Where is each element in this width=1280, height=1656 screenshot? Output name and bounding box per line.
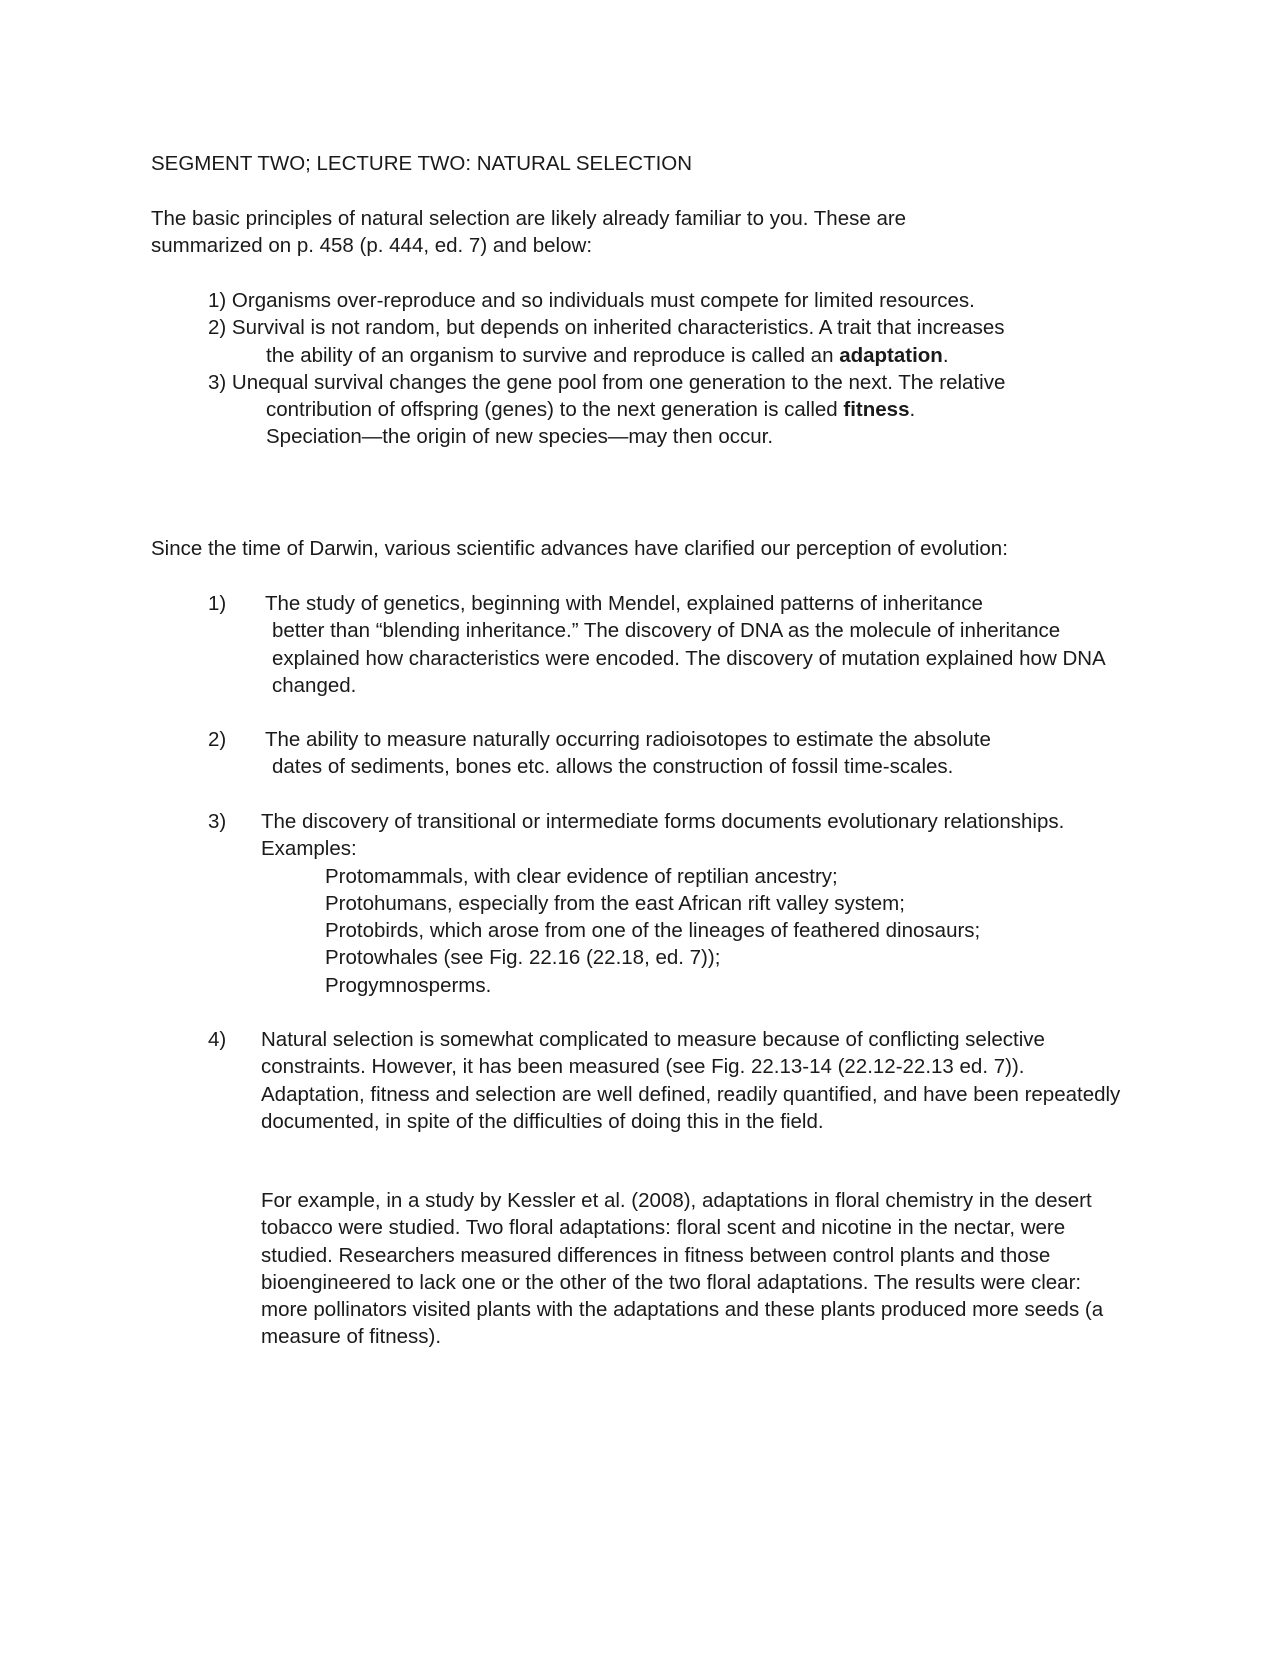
advance-body: The discovery of transitional or intermediate forms documents evolutionary relationships. Examples: <box>261 810 1065 861</box>
principle-text: 2) Survival is not random, but depends on inherited characteristics. A trait that increases the ability of an organism to survive and reproduce is called an <box>208 316 1005 367</box>
advance-text <box>265 726 1125 781</box>
advance-number: 4) <box>208 1028 227 1051</box>
page-title: SEGMENT TWO; LECTURE TWO: NATURAL SELECTION <box>151 152 693 175</box>
example-item: Protohumans, especially from the east African rift valley system; <box>325 891 905 915</box>
examples-list <box>261 863 1131 999</box>
advance-first-line: The ability to measure naturally occurring radioisotopes to estimate the absolute <box>265 728 991 751</box>
intro-paragraph: The basic principles of natural selection are likely already familiar to you. These are summarized on p. 458 (p. 444, ed. 7) and below: <box>151 207 907 258</box>
example-item: Progymnosperms. <box>325 973 492 997</box>
advances-intro: Since the time of Darwin, various scientific advances have clarified our perception of evolution: <box>151 537 1008 560</box>
principle-item <box>208 287 1008 314</box>
principle-item <box>208 314 1008 369</box>
principle-text-end: . Speciation—the origin of new species—may then occur. <box>266 398 916 449</box>
example-item: Protomammals, with clear evidence of reptilian ancestry; <box>325 864 838 888</box>
principle-text-end: . <box>942 343 949 367</box>
term-fitness: fitness <box>843 398 910 422</box>
principles-list <box>208 287 1008 451</box>
advance-text <box>265 590 1125 699</box>
advance-continuation: dates of sediments, bones etc. allows the construction of fossil time-scales. <box>272 755 954 779</box>
term-adaptation: adaptation <box>839 343 943 367</box>
advance-text <box>261 1026 1131 1135</box>
advance-text <box>261 808 1131 999</box>
example-item: Protowhales (see Fig. 22.16 (22.18, ed. 7)); <box>325 946 721 970</box>
example-paragraph: For example, in a study by Kessler et al. (2008), adaptations in floral chemistry in the desert tobacco were studied. Two floral adaptations: floral scent and nicotine in the nectar, were studied. Researchers measured differences in fitness between control plants and those bioengineered to lack one or the other of the two floral adaptations. The results were clear: more pollinators visited plants with the adaptations and these plants produced more seeds (a measure of fitness). <box>261 1189 1104 1349</box>
advance-number: 1) <box>208 592 227 615</box>
advance-number: 2) <box>208 728 227 751</box>
advance-first-line: The study of genetics, beginning with Mendel, explained patterns of inheritance <box>265 592 983 615</box>
principle-text: 3) Unequal survival changes the gene pool from one generation to the next. The relative contribution of offspring (genes) to the next generation is called <box>208 370 1006 422</box>
advance-number: 3) <box>208 810 227 833</box>
principle-item <box>208 369 1008 451</box>
principle-text: 1) Organisms over-reproduce and so individuals must compete for limited resources. <box>208 289 975 312</box>
advance-body: Natural selection is somewhat complicated to measure because of conflicting selective constraints. However, it has been measured (see Fig. 22.13-14 (22.12-22.13 ed. 7)). Adaptation, fitness and selection are well defined, readily quantified, and have been repeatedly documented, in spite of the difficulties of doing this in the field. <box>261 1028 1121 1133</box>
example-item: Protobirds, which arose from one of the lineages of feathered dinosaurs; <box>325 919 981 943</box>
advance-continuation: better than “blending inheritance.” The discovery of DNA as the molecule of inheritance explained how characteristics were encoded. The discovery of mutation explained how DNA changed. <box>272 619 1105 697</box>
